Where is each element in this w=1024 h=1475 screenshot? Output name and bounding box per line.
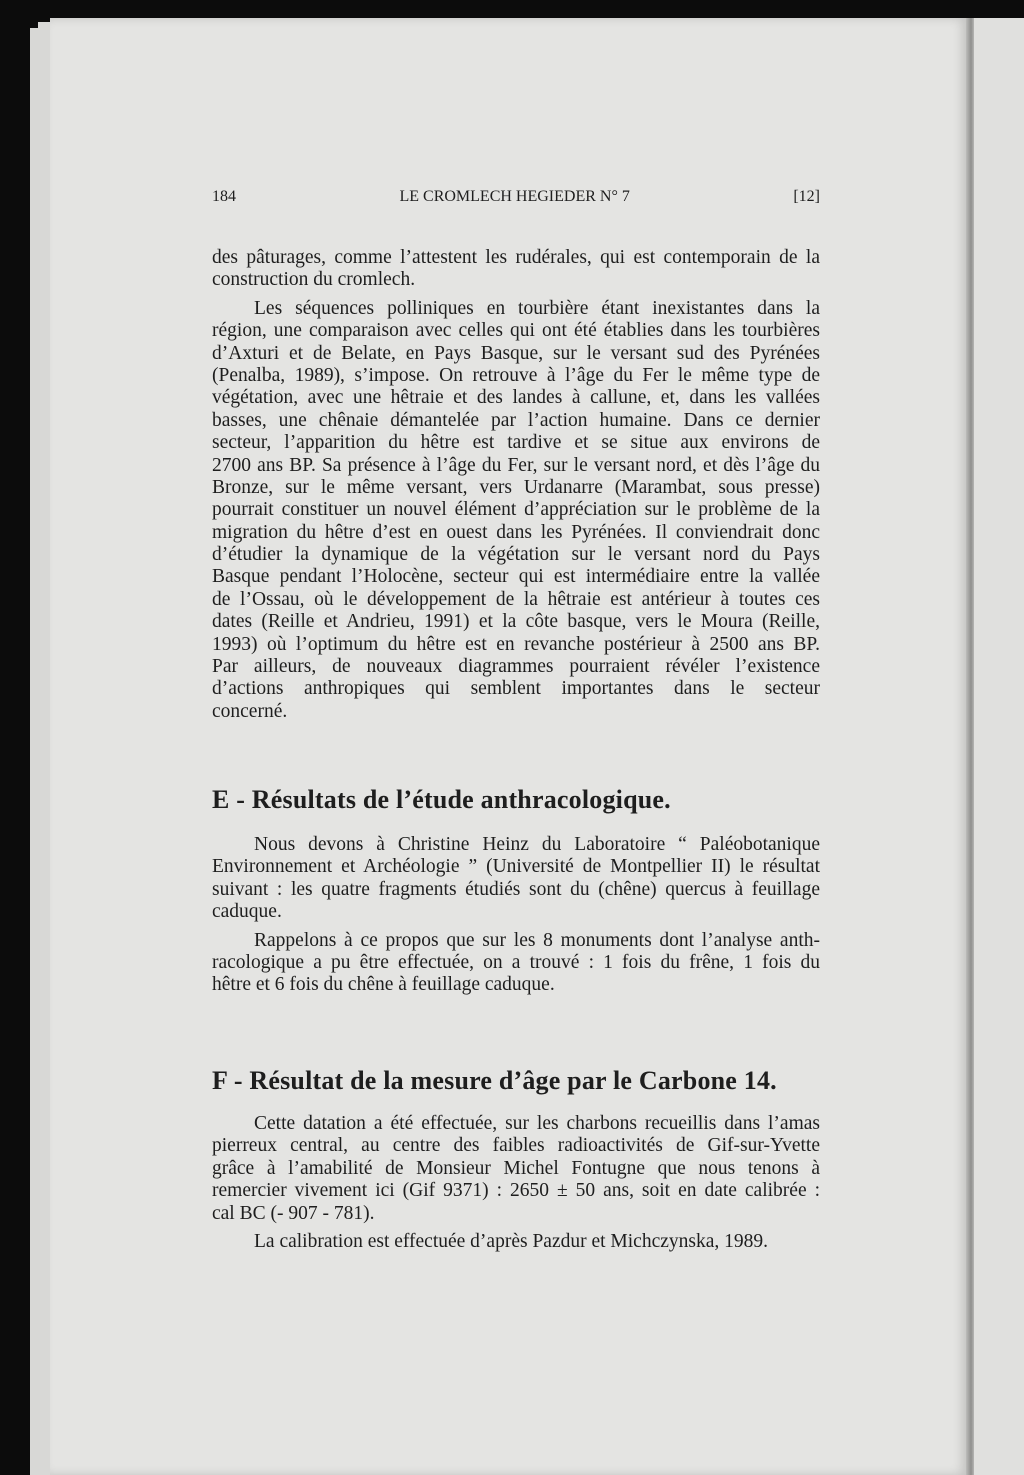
text-line: de l’Ossau, où le développement de la hêtraie est antérieur à toutes ces xyxy=(212,588,820,610)
text-line: 2700 ans BP. Sa présence à l’âge du Fer, sur le versant nord, et dès l’âge du xyxy=(212,454,820,476)
text-line: caduque. xyxy=(212,901,282,923)
text-line: secteur, l’apparition du hêtre est tardive et se situe aux environs de xyxy=(212,432,820,454)
page-number: 184 xyxy=(212,188,236,205)
paragraph xyxy=(212,1113,820,1225)
text-line: 1993) où l’optimum du hêtre est en revanche postérieur à 2500 ans BP. xyxy=(212,633,820,655)
text-line: dates (Reille et Andrieu, 1991) et la côte basque, vers le Moura (Reille, xyxy=(212,611,820,633)
text-line: migration du hêtre d’est en ouest dans les Pyrénées. Il conviendrait donc xyxy=(212,521,820,543)
section-f-body xyxy=(212,1113,820,1253)
text-line: grâce à l’amabilité de Monsieur Michel Fontugne que nous tenons à xyxy=(212,1157,820,1179)
text-line: cal BC (- 907 - 781). xyxy=(212,1202,375,1224)
text-line: des pâturages, comme l’attestent les rudérales, qui est contemporain de la xyxy=(212,247,820,268)
text-line: Par ailleurs, de nouveaux diagrammes pourraient révéler l’existence xyxy=(212,656,820,678)
section-e-body xyxy=(212,834,820,997)
paragraph xyxy=(212,298,820,723)
text-line: pierreux central, au centre des faibles radioactivités de Gif-sur-Yvette xyxy=(212,1135,820,1157)
text-line: d’actions anthropiques qui semblent importantes dans le secteur xyxy=(212,678,820,700)
text-line: Rappelons à ce propos que sur les 8 monuments dont l’analyse anth- xyxy=(254,929,820,951)
section-d-body xyxy=(212,247,820,723)
text-line: d’Axturi et de Belate, en Pays Basque, sur le versant sud des Pyrénées xyxy=(212,342,820,364)
paragraph xyxy=(212,834,820,924)
running-header xyxy=(212,188,820,206)
section-ref: [12] xyxy=(793,188,820,205)
text-line: végétation, avec une hêtraie et des landes à callune, et, dans les vallées xyxy=(212,387,820,409)
text-line: Cette datation a été effectuée, sur les charbons recueillis dans l’amas xyxy=(254,1113,820,1134)
text-line: Basque pendant l’Holocène, secteur qui est intermédiaire entre la vallée xyxy=(212,566,820,588)
text-line: Environnement et Archéologie ” (Université de Montpellier II) le résultat xyxy=(212,856,820,878)
text-line: suivant : les quatre fragments étudiés sont du (chêne) quercus à feuillage xyxy=(212,878,820,900)
text-line: La calibration est effectuée d’après Pazdur et Michczynska, 1989. xyxy=(254,1230,769,1252)
paragraph xyxy=(212,930,820,997)
text-line: (Penalba, 1989), s’impose. On retrouve à l’âge du Fer le même type de xyxy=(212,364,820,386)
text-line: région, une comparaison avec celles qui ont été établies dans les tourbières xyxy=(212,320,820,342)
paragraph xyxy=(212,247,820,292)
text-line: Bronze, sur le même versant, vers Urdanarre (Marambat, sous presse) xyxy=(212,476,820,498)
text-line: construction du cromlech. xyxy=(212,269,416,291)
text-line: remercier vivement ici (Gif 9371) : 2650 ± 50 ans, soit en date calibrée : xyxy=(212,1180,820,1202)
text-line: Les séquences polliniques en tourbière étant inexistantes dans la xyxy=(254,297,820,319)
section-e-heading: E - Résultats de l’étude anthracologique. xyxy=(212,785,671,814)
text-line: concerné. xyxy=(212,700,288,722)
text-line: racologique a pu être effectuée, on a trouvé : 1 fois du frêne, 1 fois du xyxy=(212,951,820,973)
running-title: LE CROMLECH HEGIEDER N° 7 xyxy=(399,188,630,205)
text-line: pourrait constituer un nouvel élément d’appréciation sur le problème de la xyxy=(212,499,820,521)
text-line: Nous devons à Christine Heinz du Laboratoire “ Paléobotanique xyxy=(254,834,820,855)
text-line: hêtre et 6 fois du chêne à feuillage caduque. xyxy=(212,974,555,996)
section-f-heading: F - Résultat de la mesure d’âge par le Carbone 14. xyxy=(212,1066,777,1095)
facing-page-edge xyxy=(974,18,1024,1475)
paragraph xyxy=(212,1231,820,1253)
text-line: basses, une chênaie démantelée par l’action humaine. Dans ce dernier xyxy=(212,409,820,431)
text-line: d’étudier la dynamique de la végétation sur le versant nord du Pays xyxy=(212,544,820,566)
book-page xyxy=(50,18,968,1475)
